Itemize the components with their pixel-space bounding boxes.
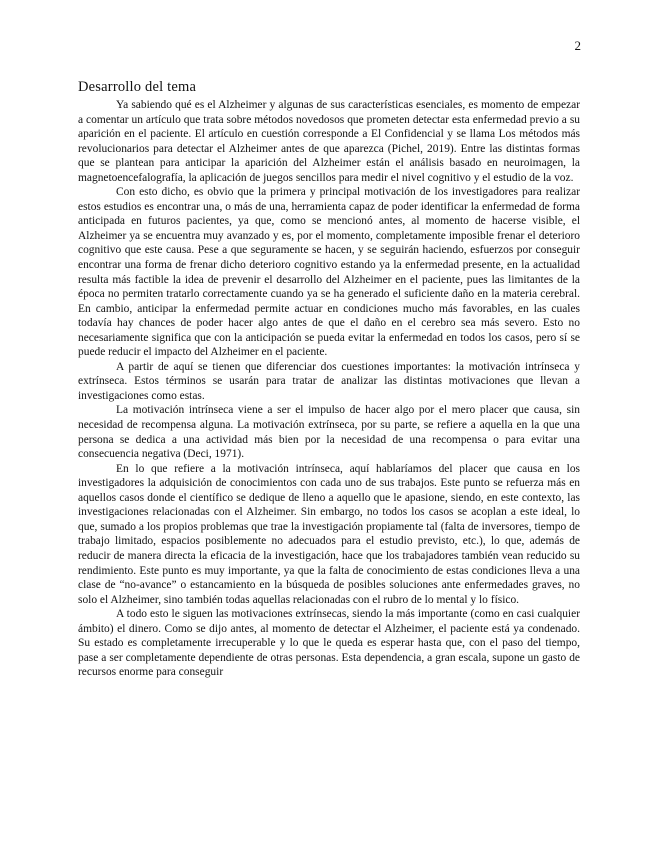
- document-body: [78, 79, 580, 680]
- paragraph: En lo que refiere a la motivación intrínseca, aquí hablaríamos del placer que causa en los investigadores la adquisición de conocimientos con cada uno de sus trabajos. Este punto se refuerza más en aquellos casos donde el científico se dedique de lleno a aquello que le apasione, siendo, en este contexto, las investigaciones relacionadas con el Alzheimer. Sin embargo, no todos los casos se acoplan a este ideal, lo que, sumado a los propios problemas que trae la investigación propiamente tal (falta de inversores, tiempo de trabajo limitado, espacios posiblemente no adecuados para el estudio previsto, etc.), lo que, además de reducir de manera directa la eficacia de la investigación, hace que los trabajadores también vean reducido su rendimiento. Este punto es muy importante, ya que la falta de conocimiento de estas condiciones lleva a una clase de “no-avance” o estancamiento en la búsqueda de posibles soluciones ante enfermedades graves, no solo el Alzheimer, sino también todas aquellas relacionadas con el rubro de lo mental y lo físico.: [78, 462, 580, 606]
- paragraph: Con esto dicho, es obvio que la primera y principal motivación de los investigadores para realizar estos estudios es encontrar una, o más de una, herramienta capaz de poder identificar la enfermedad de forma anticipada en futuros pacientes, ya que, como se mencionó antes, al momento de hacerse visible, el Alzheimer ya se encuentra muy avanzado y es, por el momento, completamente imposible frenar el deterioro cognitivo que este causa. Pese a que seguramente se hacen, y se seguirán haciendo, esfuerzos por conseguir encontrar una forma de frenar dicho deterioro cognitivo estando ya la enfermedad presente, en la actualidad resulta más factible la idea de prevenir el desarrollo del Alzheimer en el paciente, pues las limitantes de la época no permiten tratarlo correctamente cuando ya se ha generado el suficiente daño en la materia cerebral. En cambio, anticipar la enfermedad permite actuar en condiciones mucho más favorables, en las cuales todavía hay chances de poder hacer algo antes de que el daño en el cerebro sea más severo. Esto no necesariamente significa que con la anticipación se pueda evitar la enfermedad en todos los casos, pero sí se puede reducir el impacto del Alzheimer en el paciente.: [78, 186, 580, 359]
- section-title: Desarrollo del tema: [78, 79, 197, 95]
- paragraph: Ya sabiendo qué es el Alzheimer y algunas de sus características esenciales, es momento de empezar a comentar un artículo que trata sobre métodos novedosos que prometen detectar esta enfermedad previo a su aparición en el paciente. El artículo en cuestión corresponde a El Confidencial y se llama Los métodos más revolucionarios para detectar el Alzheimer antes de que aparezca (Pichel, 2019). Entre las distintas formas que se plantean para anticipar la aparición del Alzheimer están el análisis basado en neuroimagen, la magnetoencefalografía, la aplicación de juegos sencillos para medir el nivel cognitivo y el estudio de la voz.: [78, 99, 580, 184]
- paragraph: A partir de aquí se tienen que diferenciar dos cuestiones importantes: la motivación intrínseca y extrínseca. Estos términos se usarán para tratar de analizar las distintas motivaciones que llevan a investigaciones como estas.: [78, 360, 580, 402]
- page-number: 2: [574, 38, 581, 53]
- paragraph: La motivación intrínseca viene a ser el impulso de hacer algo por el mero placer que causa, sin necesidad de recompensa alguna. La motivación extrínseca, por su parte, se refiere a aquella en la que una persona se dedica a una actividad más bien por la necesidad de una recompensa o para evitar una consecuencia negativa (Deci, 1971).: [78, 404, 580, 461]
- paragraph: A todo esto le siguen las motivaciones extrínsecas, siendo la más importante (como en casi cualquier ámbito) el dinero. Como se dijo antes, al momento de detectar el Alzheimer, el paciente está ya condenado. Su estado es completamente irrecuperable y lo que le queda es esperar hasta que, con el paso del tiempo, pase a ser completamente dependiente de otras personas. Esta dependencia, a gran escala, supone un gasto de recursos enorme para conseguir: [78, 608, 580, 679]
